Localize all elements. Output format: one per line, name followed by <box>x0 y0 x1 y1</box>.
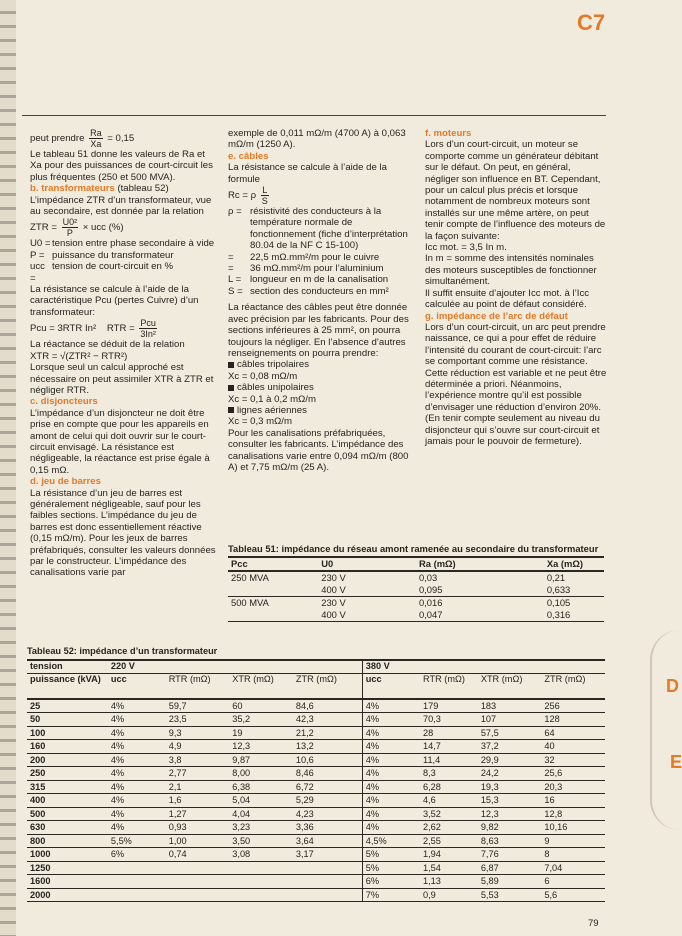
table-cell: 2000 <box>27 888 108 902</box>
table-cell: 4% <box>362 753 420 767</box>
table-cell: 4% <box>108 753 166 767</box>
bullet-icon <box>228 407 234 413</box>
table-cell: 6,28 <box>420 780 478 794</box>
table-cell: 6% <box>108 848 166 862</box>
table-cell: 57,5 <box>478 726 542 740</box>
table-cell: 0,93 <box>166 821 230 835</box>
table-cell: 5,6 <box>541 888 605 902</box>
xtr-formula: XTR = √(ZTR² − RTR²) <box>30 350 128 362</box>
table-row: 400 V 0,095 0,633 <box>228 584 604 597</box>
table-cell: 12,3 <box>229 740 293 754</box>
table-cell: 37,2 <box>478 740 542 754</box>
column-header: XTR (mΩ) <box>478 673 542 699</box>
paragraph: La réactance des câbles peut être donnée avec précision par les fabricants. Pour des sections inférieures à 25 mm², on pourra toujours la négliger. En l’absence d’autres renseignements on pourra prendre: <box>228 302 409 359</box>
table-cell: 500 <box>27 807 108 821</box>
paragraph: Lors d’un court-circuit, un arc peut prendre naissance, ce qui a pour effet de réduire l’intensité du courant de court-circuit: l’arc se comportant comme une résistance. <box>425 321 606 368</box>
table-cell: 3,52 <box>420 807 478 821</box>
column-header: ZTR (mΩ) <box>541 673 605 699</box>
table-cell: 4,04 <box>229 807 293 821</box>
table-51-caption: Tableau 51: impédance du réseau amont ramenée au secondaire du transformateur <box>228 543 599 554</box>
table-cell: 40 <box>541 740 605 754</box>
table-cell: 32 <box>541 753 605 767</box>
table-cell: 6,87 <box>478 861 542 875</box>
table-cell: 200 <box>27 753 108 767</box>
table-cell: 4% <box>362 713 420 727</box>
table-cell <box>229 875 293 889</box>
paragraph: L’impédance ZTR d’un transformateur, vue au secondaire, est donnée par la relation <box>30 194 212 218</box>
table-row: 400 V 0,047 0,316 <box>228 609 604 622</box>
table-cell: 630 <box>27 821 108 835</box>
table-cell: 4,6 <box>420 794 478 808</box>
table-row <box>27 834 605 848</box>
table-cell: 7,04 <box>541 861 605 875</box>
table-cell: 1000 <box>27 848 108 862</box>
table-cell: 8,63 <box>478 834 542 848</box>
paragraph: Pour les canalisations préfabriquées, consulter les fabricants. L’impédance des canalisations varie entre 0,094 mΩ/m (800 A) et 7,75 mΩ/m (25 A). <box>228 427 409 473</box>
section-title-c: c. disjoncteurs <box>30 396 98 408</box>
column-header: Pcc <box>228 557 318 571</box>
definition-cu: = 22,5 mΩ.mm²/m pour le cuivre <box>228 251 380 263</box>
table-cell: 42,3 <box>293 713 362 727</box>
column-header: U0 <box>318 557 416 571</box>
ratio-line: peut prendre $\frac{Ra}{Xa}$ = 0,15 <box>30 128 135 149</box>
paragraph: Le tableau 51 donne les valeurs de Ra et Xa pour des puissances de court-circuit les plus fréquentes (250 et 500 MVA). <box>30 149 213 183</box>
table-cell: 5,53 <box>478 888 542 902</box>
table-cell: 5% <box>362 848 420 862</box>
table-cell: 7% <box>362 888 420 902</box>
table-cell: 4% <box>362 821 420 835</box>
index-tab-edge <box>650 630 682 830</box>
table-cell: 19,3 <box>478 780 542 794</box>
column-header: Xa (mΩ) <box>544 557 604 571</box>
table-cell: 5,5% <box>108 834 166 848</box>
table-cell: 0,9 <box>420 888 478 902</box>
table-cell: 3,64 <box>293 834 362 848</box>
table-row <box>27 726 605 740</box>
paragraph: Cette réduction est variable et ne peut être déterminée a priori. Néanmoins, l’expérience montre qu’il est possible d’envisager une réduction d’environ 20%. (En tenir compte seulement au niveau du disjoncteur qui s’ouvre sur court-circuit et jamais pour le pouvoir de fermeture). <box>425 367 607 447</box>
definition-s: S = section des conducteurs en mm² <box>228 285 389 297</box>
column-header: 220 V <box>108 660 362 673</box>
table-cell: 21,2 <box>293 726 362 740</box>
table-cell: 5,29 <box>293 794 362 808</box>
table-cell: 3,36 <box>293 821 362 835</box>
table-cell: 1,6 <box>166 794 230 808</box>
text-column-1: peut prendre $\frac{Ra}{Xa}$ = 0,15 Le tableau 51 donne les valeurs de Ra et Xa pour des puissances de court-circuit les plus fréquentes (250 et 500 MVA). b. transformateurs (tableau 52) L’impédance ZTR d’un transformateur, vue au secondaire, est donnée par la relation ZTR = $\frac{\text{U0²}}{P}$ × ucc (%) U0 = tension entre phase secondaire à vide P = puissance du transformateur ucc = tension de court-circuit en % La résistance se calcule à l’aide de la caractéristique Pcu (pertes Cuivre) d’un transformateur: Pcu = 3RTR In² RTR = $\frac{\text{Pcu}}{\text{3In²}}$ La réactance se déduit de la relation XTR = √(ZTR² − RTR²) Lorsque seul un calcul approché est nécessaire on peut assimiler XTR à ZTR et négliger RTR. c. disjoncteurs L’impédance d’un disjoncteur ne doit être prise en compte que pour les appareils en amont de celui qui doit ouvrir sur le court-circuit envisagé. La résistance est négligeable, la réactance est prise égale à 0,15 mΩ. d. jeu de barres La résistance d’un jeu de barres est généralement négligeable, sauf pour les faibles sections. L’impédance du jeu de barres est donc essentiellement réactive (0,15 mΩ/m). Pour les jeux de barres préfabriqués, consulter les valeurs données par le constructeur. L’impédance des canalisations varie par <box>30 128 218 579</box>
section-title-b: b. transformateurs <box>30 183 115 195</box>
table-cell <box>166 888 230 902</box>
pcu-formula: Pcu = 3RTR In² RTR = $\frac{\text{Pcu}}{\text{3In²}}$ <box>30 318 156 340</box>
table-cell: 6,38 <box>229 780 293 794</box>
column-header: ZTR (mΩ) <box>293 673 362 699</box>
table-row: 250 MVA 230 V 0,03 0,21 <box>231 571 566 583</box>
table-cell: 12,8 <box>541 807 605 821</box>
table-cell: 4,23 <box>293 807 362 821</box>
table-cell: 20,3 <box>541 780 605 794</box>
table-cell: 250 <box>27 767 108 781</box>
table-cell: 4% <box>108 807 166 821</box>
table-cell: 9,82 <box>478 821 542 835</box>
table-52-caption: Tableau 52: impédance d’un transformateur <box>27 646 218 656</box>
top-rule <box>22 115 606 116</box>
table-cell: 25,6 <box>541 767 605 781</box>
table-cell: 1,27 <box>166 807 230 821</box>
column-header: ucc <box>108 673 166 699</box>
table-cell: 14,7 <box>420 740 478 754</box>
table-cell: 3,17 <box>293 848 362 862</box>
bullet-item: câbles tripolaires <box>228 359 416 370</box>
column-header: XTR (mΩ) <box>229 673 293 699</box>
table-header-row <box>27 673 605 699</box>
table-cell: 7,76 <box>478 848 542 862</box>
ratio-fraction: $\frac{Ra}{Xa}$ <box>90 128 102 149</box>
table-cell: 4% <box>362 807 420 821</box>
index-tab-e[interactable]: E <box>670 752 682 772</box>
table-cell: 50 <box>27 713 108 727</box>
table-cell: 315 <box>27 780 108 794</box>
table-cell <box>293 861 362 875</box>
icc-formula: Icc mot. = 3,5 In m. <box>425 242 507 254</box>
table-cell <box>166 875 230 889</box>
table-row <box>27 875 605 889</box>
table-cell: 8,00 <box>229 767 293 781</box>
table-cell: 2,55 <box>420 834 478 848</box>
section-title-g: g. impédance de l’arc de défaut <box>425 310 568 322</box>
table-cell: 0,74 <box>166 848 230 862</box>
table-cell <box>229 861 293 875</box>
column-header: Ra (mΩ) <box>416 557 544 571</box>
paragraph: La réactance se déduit de la relation <box>30 339 185 351</box>
page-number: 79 <box>588 918 599 929</box>
bullet-item: lignes aériennes <box>228 405 416 416</box>
table-cell: 5% <box>362 861 420 875</box>
paragraph: L’impédance d’un disjoncteur ne doit être prise en compte que pour les appareils en amont de celui qui doit ouvrir sur le court-circuit envisagé. La résistance est négligeable, la réactance est prise égale à 0,15 mΩ. <box>30 407 210 476</box>
table-row <box>27 767 605 781</box>
table-cell: 800 <box>27 834 108 848</box>
table-cell <box>108 875 166 889</box>
definition-ucc: ucc = tension de court-circuit en % <box>30 261 174 284</box>
bullet-icon <box>228 385 234 391</box>
table-cell: 12,3 <box>478 807 542 821</box>
section-title-d: d. jeu de barres <box>30 476 101 488</box>
definition-p: P = puissance du transformateur <box>30 249 174 261</box>
paragraph: La résistance se calcule à l’aide de la formule <box>228 162 387 185</box>
table-cell: 4% <box>108 821 166 835</box>
table-cell: 23,5 <box>166 713 230 727</box>
definition-l: L = longueur en m de la canalisation <box>228 274 389 286</box>
rc-formula: Rc = ρ $\frac{L}{S}$ <box>228 185 268 207</box>
table-cell: 4,5% <box>362 834 420 848</box>
table-cell: 256 <box>541 699 605 713</box>
table-cell: 8,46 <box>293 767 362 781</box>
table-cell: 16 <box>541 794 605 808</box>
table-cell: 4% <box>362 794 420 808</box>
table-header-row <box>228 557 604 571</box>
table-row <box>27 821 605 835</box>
table-52 <box>27 646 605 902</box>
definition-u0: U0 = tension entre phase secondaire à vide <box>30 238 215 250</box>
section-title-f: f. moteurs <box>425 128 472 139</box>
spiral-binding <box>0 0 16 936</box>
table-cell: 10,16 <box>541 821 605 835</box>
table-cell: 128 <box>541 713 605 727</box>
table-cell: 11,4 <box>420 753 478 767</box>
column-header: tension <box>27 660 108 673</box>
table-cell: 4% <box>108 780 166 794</box>
table-cell: 4% <box>362 699 420 713</box>
table-cell <box>229 888 293 902</box>
table-cell: 4% <box>108 767 166 781</box>
table-cell: 24,2 <box>478 767 542 781</box>
table-cell: 8,3 <box>420 767 478 781</box>
column-header: puissance (kVA) <box>27 673 108 699</box>
table-cell <box>293 888 362 902</box>
table-row <box>27 713 605 727</box>
table-cell: 1,94 <box>420 848 478 862</box>
table-cell: 6% <box>362 875 420 889</box>
table-cell: 4% <box>362 740 420 754</box>
table-cell: 35,2 <box>229 713 293 727</box>
table-cell <box>166 861 230 875</box>
table-row: 500 MVA 230 V 0,016 0,105 <box>231 596 571 608</box>
table-cell: 9,87 <box>229 753 293 767</box>
ztr-formula: ZTR = $\frac{\text{U0²}}{P}$ × ucc (%) <box>30 217 124 239</box>
table-cell: 25 <box>27 699 108 713</box>
table-cell: 64 <box>541 726 605 740</box>
table-cell: 3,08 <box>229 848 293 862</box>
table-cell: 179 <box>420 699 478 713</box>
table-row <box>27 699 605 713</box>
table-row <box>27 794 605 808</box>
table-cell: 400 <box>27 794 108 808</box>
table-cell: 100 <box>27 726 108 740</box>
paragraph: La résistance se calcule à l’aide de la caractéristique Pcu (pertes Cuivre) d’un transformateur: <box>30 284 199 318</box>
definition-al: = 36 mΩ.mm²/m pour l’aluminium <box>228 263 384 275</box>
table-cell: 60 <box>229 699 293 713</box>
table-cell <box>108 861 166 875</box>
table-cell: 4% <box>108 740 166 754</box>
table-cell: 2,62 <box>420 821 478 835</box>
table-row <box>27 780 605 794</box>
table-cell: 28 <box>420 726 478 740</box>
table-row <box>27 861 605 875</box>
table-cell: 3,50 <box>229 834 293 848</box>
table-cell: 13,2 <box>293 740 362 754</box>
table-row <box>27 740 605 754</box>
table-cell: 9 <box>541 834 605 848</box>
table-cell: 10,6 <box>293 753 362 767</box>
table-cell: 4% <box>108 713 166 727</box>
table-cell <box>293 875 362 889</box>
table-header-row <box>27 660 605 673</box>
table-cell: 4% <box>362 726 420 740</box>
column-header: 380 V <box>362 660 605 673</box>
bullet-icon <box>228 362 234 368</box>
table-cell: 1,13 <box>420 875 478 889</box>
paragraph: La résistance d’un jeu de barres est généralement négligeable, sauf pour les faibles sections. L’impédance du jeu de barres est donc essentiellement réactive (0,15 mΩ/m). Pour les jeux de barres préfabriqués, consulter les valeurs données par le constructeur. L’impédance des canalisations varie par <box>30 487 216 579</box>
table-cell: 183 <box>478 699 542 713</box>
paragraph: Lorsque seul un calcul approché est nécessaire on peut assimiler XTR à ZTR et négliger RTR. <box>30 362 214 396</box>
table-cell: 1600 <box>27 875 108 889</box>
table-cell: 70,3 <box>420 713 478 727</box>
index-tab-d[interactable]: D <box>666 676 679 696</box>
table-cell: 1,00 <box>166 834 230 848</box>
table-cell: 2,77 <box>166 767 230 781</box>
table-cell: 6,72 <box>293 780 362 794</box>
table-cell: 4% <box>362 767 420 781</box>
paragraph: exemple de 0,011 mΩ/m (4700 A) à 0,063 mΩ/m (1250 A). <box>228 128 406 151</box>
table-51 <box>228 543 604 622</box>
table-cell: 4% <box>108 794 166 808</box>
table-cell: 5,04 <box>229 794 293 808</box>
text-column-2: exemple de 0,011 mΩ/m (4700 A) à 0,063 mΩ/m (1250 A). e. câbles La résistance se calcule à l’aide de la formule Rc = ρ $\frac{L}{S}$ ρ = résistivité des conducteurs à la température normale de fonctionnement (fiche d’interprétation 80.04 de la NF C 15-100) = 22,5 mΩ.mm²/m pour le cuivre = 36 mΩ.mm²/m pour l’aluminium L = longueur en m de la canalisation S = section des conducteurs en mm² La réactance des câbles peut être donnée avec précision par les fabricants. Pour des sections inférieures à 25 mm², on pourra toujours la négliger. En l’absence d’autres renseignements on pourra prendre: câbles tripolaires Xc = 0,08 mΩ/m câbles unipolaires Xc = 0,1 à 0,2 mΩ/m lignes aériennes Xc = 0,3 mΩ/m Pour les canalisations préfabriquées, consulter les fabricants. L’impédance des canalisations varie entre 0,094 mΩ/m (800 A) et 7,75 mΩ/m (25 A). <box>228 128 416 473</box>
table-cell <box>108 888 166 902</box>
column-header: ucc <box>362 673 420 699</box>
paragraph: Il suffit ensuite d’ajouter Icc mot. à l’Icc calculée au point de défaut considéré. <box>425 287 590 311</box>
table-row <box>27 753 605 767</box>
table-cell: 1,54 <box>420 861 478 875</box>
table-cell: 4% <box>108 726 166 740</box>
paragraph: Lors d’un court-circuit, un moteur se comporte comme un générateur débitant sur le défaut. On peut, en général, négliger son influence en BT. Cependant, pour un calcul plus précis et lorsque notamment de nombreux moteurs sont installés sur une même artère, on peut tenir compte de l’influence des moteurs de la façon suivante: <box>425 139 606 242</box>
table-cell: 19 <box>229 726 293 740</box>
bullet-item: câbles unipolaires <box>228 382 416 393</box>
table-row <box>27 807 605 821</box>
column-header: RTR (mΩ) <box>166 673 230 699</box>
table-cell: 4% <box>108 699 166 713</box>
table-cell: 160 <box>27 740 108 754</box>
text-column-3 <box>425 128 607 447</box>
table-cell: 3,8 <box>166 753 230 767</box>
table-cell: 4% <box>362 780 420 794</box>
table-cell: 8 <box>541 848 605 862</box>
table-row <box>27 888 605 902</box>
table-cell: 1250 <box>27 861 108 875</box>
table-row <box>27 848 605 862</box>
table-cell: 5,89 <box>478 875 542 889</box>
table-cell: 59,7 <box>166 699 230 713</box>
column-header: RTR (mΩ) <box>420 673 478 699</box>
table-cell: 29,9 <box>478 753 542 767</box>
table-cell: 107 <box>478 713 542 727</box>
table-cell: 2,1 <box>166 780 230 794</box>
table-cell: 6 <box>541 875 605 889</box>
section-title-e: e. câbles <box>228 150 269 162</box>
table-cell: 15,3 <box>478 794 542 808</box>
table-cell: 3,23 <box>229 821 293 835</box>
page-code: C7 <box>577 10 606 35</box>
paragraph: In m = somme des intensités nominales des moteurs susceptibles de fonctionner simultanément. <box>425 253 597 288</box>
table-cell: 9,3 <box>166 726 230 740</box>
definition-rho: ρ = résistivité des conducteurs à la température normale de fonctionnement (fiche d’interprétation 80.04 de la NF C 15-100) <box>228 206 408 252</box>
table-cell: 4,9 <box>166 740 230 754</box>
table-cell: 84,6 <box>293 699 362 713</box>
